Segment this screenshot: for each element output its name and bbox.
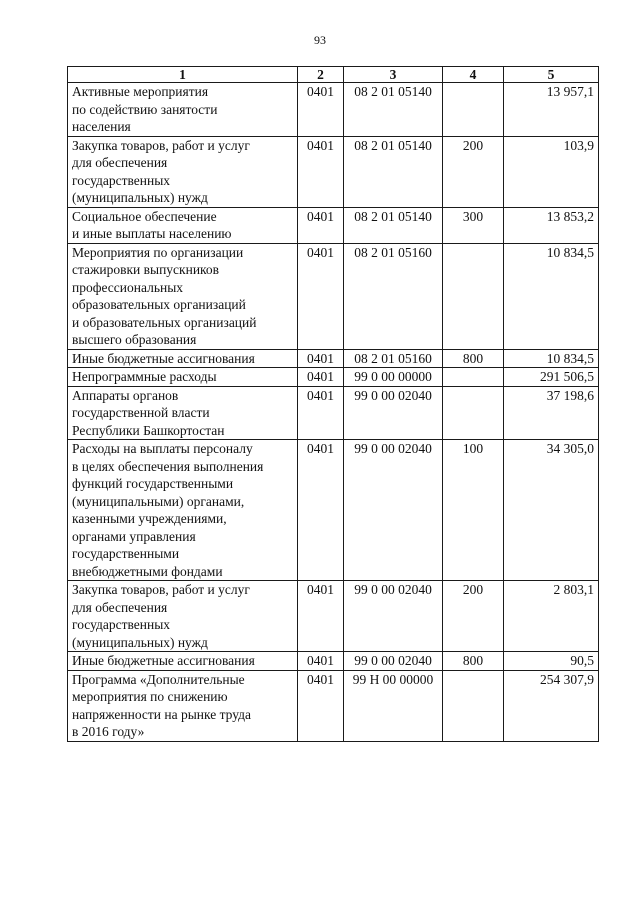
row-amount-cell: 10 834,5 [504,349,599,368]
row-amount-cell: 291 506,5 [504,368,599,387]
row-name-line: в 2016 году» [72,724,145,739]
row-name-line: образовательных организаций [72,297,246,312]
row-code-cell: 08 2 01 05140 [344,207,443,243]
row-type-cell [443,243,504,349]
row-section-cell: 0401 [298,349,344,368]
row-name-cell [68,386,298,440]
table-row [68,83,599,137]
row-code-cell: 08 2 01 05160 [344,243,443,349]
row-name-line: Республики Башкортостан [72,422,225,438]
row-name-line: Иные бюджетные ассигнования [72,653,255,668]
row-name-line: стажировки выпускников [72,262,220,277]
row-name-line: казенными учреждениями, [72,511,227,526]
row-name-line: государственных [72,172,171,188]
row-amount-cell: 254 307,9 [504,670,599,741]
row-code-cell: 99 0 00 00000 [344,368,443,387]
row-type-cell [443,386,504,440]
table-row [68,349,599,368]
row-name-line: и иные выплаты населению [72,226,232,241]
row-name-cell [68,440,298,581]
row-code-cell: 99 Н 00 00000 [344,670,443,741]
row-section-cell: 0401 [298,368,344,387]
row-name-cell [68,652,298,671]
row-name-line: функций государственными [72,476,234,491]
row-name-line: Непрограммные расходы [72,369,217,384]
row-name-line: по содействию занятости [72,101,218,117]
row-name-line: (муниципальными) органами, [72,493,245,509]
row-section-cell: 0401 [298,652,344,671]
row-name-line: для обеспечения [72,155,168,170]
row-type-cell: 800 [443,349,504,368]
row-name-line: Мероприятия по организации [72,244,244,260]
row-type-cell: 800 [443,652,504,671]
row-code-cell: 08 2 01 05140 [344,83,443,137]
row-type-cell: 300 [443,207,504,243]
row-name-line: Иные бюджетные ассигнования [72,350,255,366]
row-type-cell [443,670,504,741]
row-name-line: Программа «Дополнительные [72,671,245,687]
row-amount-cell: 2 803,1 [504,581,599,652]
row-name-line: Закупка товаров, работ и услуг [72,137,250,153]
row-name-line: мероприятия по снижению [72,689,228,704]
column-header-section: 2 [298,67,344,83]
row-name-line: Закупка товаров, работ и услуг [72,582,250,597]
page-number: 93 [314,33,326,47]
row-type-cell [443,368,504,387]
table-row [68,207,599,243]
row-name-line: напряженности на рынке труда [72,706,252,722]
table-header-row [68,67,599,83]
row-section-cell: 0401 [298,83,344,137]
row-code-cell: 99 0 00 02040 [344,386,443,440]
row-name-line: (муниципальных) нужд [72,634,208,650]
row-name-line: профессиональных [72,279,184,295]
table-row [68,243,599,349]
budget-table [67,66,599,742]
row-name-line: Аппараты органов [72,387,179,403]
column-header-name: 1 [68,67,298,83]
row-code-cell: 08 2 01 05140 [344,136,443,207]
row-name-line: государственными [72,546,180,561]
row-section-cell: 0401 [298,386,344,440]
row-name-line: для обеспечения [72,599,168,615]
row-amount-cell: 90,5 [504,652,599,671]
row-code-cell: 99 0 00 02040 [344,440,443,581]
row-section-cell: 0401 [298,670,344,741]
column-header-type: 4 [443,67,504,83]
row-name-line: Расходы на выплаты персоналу [72,441,253,456]
row-section-cell: 0401 [298,581,344,652]
row-name-line: населения [72,119,131,134]
row-name-line: и образовательных организаций [72,314,257,330]
row-amount-cell: 34 305,0 [504,440,599,581]
table-row [68,652,599,671]
row-name-cell [68,349,298,368]
column-header-code: 3 [344,67,443,83]
table-row [68,386,599,440]
row-name-line: государственных [72,617,171,632]
table-row [68,136,599,207]
row-code-cell: 08 2 01 05160 [344,349,443,368]
row-type-cell [443,83,504,137]
row-name-cell [68,243,298,349]
table-body [68,83,599,742]
row-name-cell [68,581,298,652]
row-section-cell: 0401 [298,440,344,581]
row-name-line: органами управления [72,528,196,544]
table-row [68,440,599,581]
row-type-cell: 200 [443,581,504,652]
row-amount-cell: 13 853,2 [504,207,599,243]
row-type-cell: 100 [443,440,504,581]
row-name-line: Активные мероприятия [72,84,209,99]
row-section-cell: 0401 [298,136,344,207]
row-amount-cell: 10 834,5 [504,243,599,349]
row-amount-cell: 103,9 [504,136,599,207]
row-name-cell [68,670,298,741]
column-header-amount: 5 [504,67,599,83]
row-amount-cell: 37 198,6 [504,386,599,440]
row-name-line: Социальное обеспечение [72,208,217,224]
row-section-cell: 0401 [298,207,344,243]
table-row [68,368,599,387]
row-code-cell: 99 0 00 02040 [344,581,443,652]
row-name-line: (муниципальных) нужд [72,190,208,205]
row-type-cell: 200 [443,136,504,207]
row-name-cell [68,368,298,387]
row-section-cell: 0401 [298,243,344,349]
row-name-cell [68,207,298,243]
row-name-line: внебюджетными фондами [72,563,223,579]
row-name-cell [68,136,298,207]
row-name-line: государственной власти [72,405,210,420]
table-row [68,581,599,652]
row-name-line: высшего образования [72,332,197,347]
row-amount-cell: 13 957,1 [504,83,599,137]
row-code-cell: 99 0 00 02040 [344,652,443,671]
row-name-line: в целях обеспечения выполнения [72,458,264,474]
row-name-cell [68,83,298,137]
table-row [68,670,599,741]
